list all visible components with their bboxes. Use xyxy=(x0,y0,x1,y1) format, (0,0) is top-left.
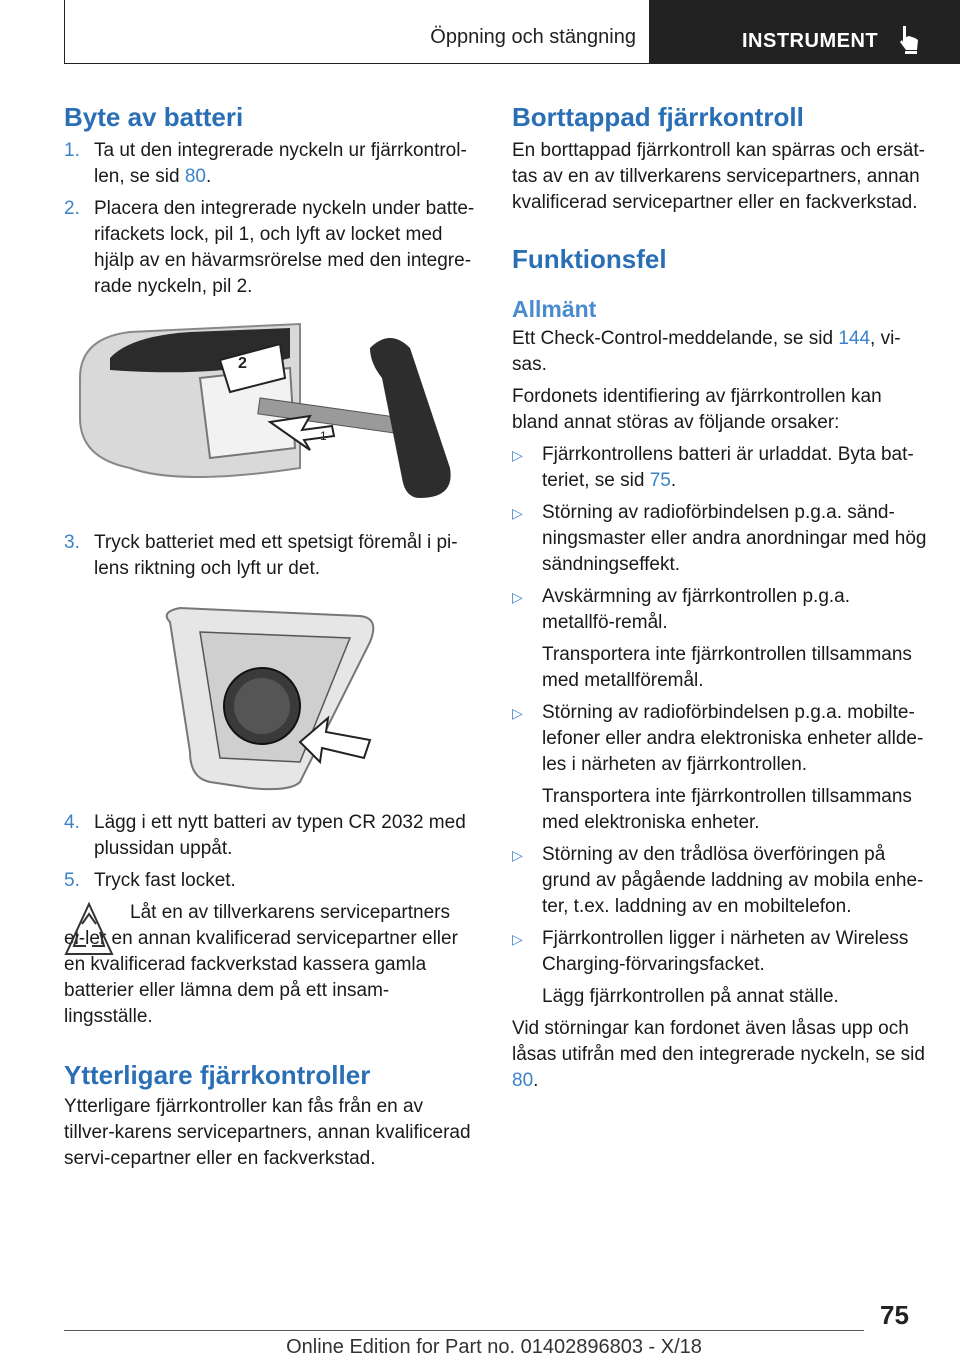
pointing-hand-icon xyxy=(894,24,922,54)
page-link[interactable]: 144 xyxy=(838,328,871,349)
more-remotes-heading: Ytterligare fjärrkontroller xyxy=(64,1060,371,1090)
arrow-2-label: 2 xyxy=(238,355,247,372)
closing-text xyxy=(512,1016,928,1094)
header-chapter-label: INSTRUMENT xyxy=(742,30,879,52)
cause-item xyxy=(512,442,928,494)
step-text: Placera den integrerade nyckeln under batte-rifackets lock, pil 1, och lyft av locket med hjälp av en hävarmsrörelse med den integre-rade nyckeln, pil 2. xyxy=(94,198,475,297)
recycle-icon xyxy=(64,902,114,958)
step-text: Ta ut den integrerade nyckeln ur fjärrkontrol-len, se sid xyxy=(94,140,467,187)
step-text: Tryck batteriet med ett spetsigt föremål i pi-lens riktning och lyft ur det. xyxy=(94,532,458,579)
cause-advice: Lägg fjärrkontrollen på annat ställe. xyxy=(542,986,839,1007)
page-link[interactable]: 80 xyxy=(184,166,206,187)
bullet-triangle-icon: ▷ xyxy=(512,931,523,947)
footer-edition: Online Edition for Part no. 01402896803 - X/18 xyxy=(286,1336,702,1358)
step-4 xyxy=(64,810,476,862)
step-text: Tryck fast locket. xyxy=(94,870,236,891)
header-section-title: Öppning och stängning xyxy=(430,26,636,48)
cc-text: Ett Check-Control-meddelande, se sid xyxy=(512,328,839,349)
cause-advice: Transportera inte fjärrkontrollen tillsammans med elektroniska enheter. xyxy=(542,786,912,833)
cc-text-end: , vi-sas. xyxy=(512,328,901,375)
closing-text-body: Vid störningar kan fordonet även låsas upp och låsas utifrån med den integrerade nyckeln, se sid xyxy=(512,1018,925,1065)
closing-text-end: . xyxy=(533,1070,539,1091)
page-number: 75 xyxy=(880,1300,909,1330)
general-heading: Allmänt xyxy=(512,296,597,322)
arrow-1-label: 1 xyxy=(320,429,327,443)
battery-removal-figure xyxy=(150,602,390,792)
step-number: 4. xyxy=(64,812,80,833)
cause-item xyxy=(512,584,928,694)
recycle-note xyxy=(64,900,476,1030)
key-cover-removal-figure xyxy=(70,318,470,518)
cause-item xyxy=(512,500,928,578)
step-2 xyxy=(64,196,476,300)
page-link[interactable]: 75 xyxy=(649,470,671,491)
battery-heading: Byte av batteri xyxy=(64,102,244,132)
recycle-text: Låt en av tillverkarens servicepartners el-ler en annan kvalificerad servicepartner eller en kvalificerad fackverkstad kassera gamla batterier eller lämna dem på ett insam-lingsställe. xyxy=(64,902,458,1027)
step-number: 5. xyxy=(64,870,80,891)
cause-text: Störning av radioförbindelsen p.g.a. mobilte-lefoner eller andra elektroniska enheter allde-les i närheten av fjärrkontrollen. xyxy=(542,702,924,775)
cause-text-end: . xyxy=(670,470,677,491)
step-number: 3. xyxy=(64,532,80,553)
step-text: Lägg i ett nytt batteri av typen CR 2032 med plussidan uppåt. xyxy=(94,812,466,859)
malfunction-heading: Funktionsfel xyxy=(512,244,667,274)
cause-advice: Transportera inte fjärrkontrollen tillsammans med metallföremål. xyxy=(542,644,912,691)
lost-remote-heading: Borttappad fjärrkontroll xyxy=(512,102,804,132)
cause-text: Fjärrkontrollens batteri är urladdat. Byta bat-teriet, se sid xyxy=(542,444,914,491)
step-text-end: . xyxy=(205,166,212,187)
cause-text: Avskärmning av fjärrkontrollen p.g.a. metallfö-remål. xyxy=(542,586,851,633)
step-number: 1. xyxy=(64,140,80,161)
step-number: 2. xyxy=(64,198,80,219)
more-remotes-text: Ytterligare fjärrkontroller kan fås från en av tillver-karens servicepartners, annan kvalificerad servi-cepartner eller en fackverkstad. xyxy=(64,1096,471,1169)
cause-text: Störning av radioförbindelsen p.g.a. sänd-ningsmaster eller andra anordningar med hög sändningseffekt. xyxy=(542,502,927,575)
left-column xyxy=(64,100,476,1172)
footer-divider xyxy=(64,1330,864,1331)
cause-item xyxy=(512,700,928,836)
step-5 xyxy=(64,868,476,894)
header-chapter-tab xyxy=(650,0,960,64)
causes-intro: Fordonets identifiering av fjärrkontrollen kan bland annat störas av följande orsaker: xyxy=(512,386,882,433)
bullet-triangle-icon: ▷ xyxy=(512,847,523,863)
bullet-triangle-icon: ▷ xyxy=(512,705,523,721)
cause-item xyxy=(512,926,928,1010)
cause-text: Fjärrkontrollen ligger i närheten av Wireless Charging-förvaringsfacket. xyxy=(542,928,909,975)
bullet-triangle-icon: ▷ xyxy=(512,447,523,463)
step-3 xyxy=(64,530,476,582)
check-control-text xyxy=(512,326,928,378)
right-column xyxy=(512,100,928,1094)
step-1 xyxy=(64,138,476,190)
bullet-triangle-icon: ▷ xyxy=(512,505,523,521)
page-link[interactable]: 80 xyxy=(512,1070,534,1091)
cause-item xyxy=(512,842,928,920)
cause-text: Störning av den trådlösa överföringen på grund av pågående laddning av mobila enhe-ter, t.ex. laddning av en mobiltelefon. xyxy=(542,844,924,917)
bullet-triangle-icon: ▷ xyxy=(512,589,523,605)
lost-remote-text: En borttappad fjärrkontroll kan spärras och ersät-tas av en av tillverkarens servicepartners, annan kvalificerad servicepartner eller en fackverkstad. xyxy=(512,140,925,213)
